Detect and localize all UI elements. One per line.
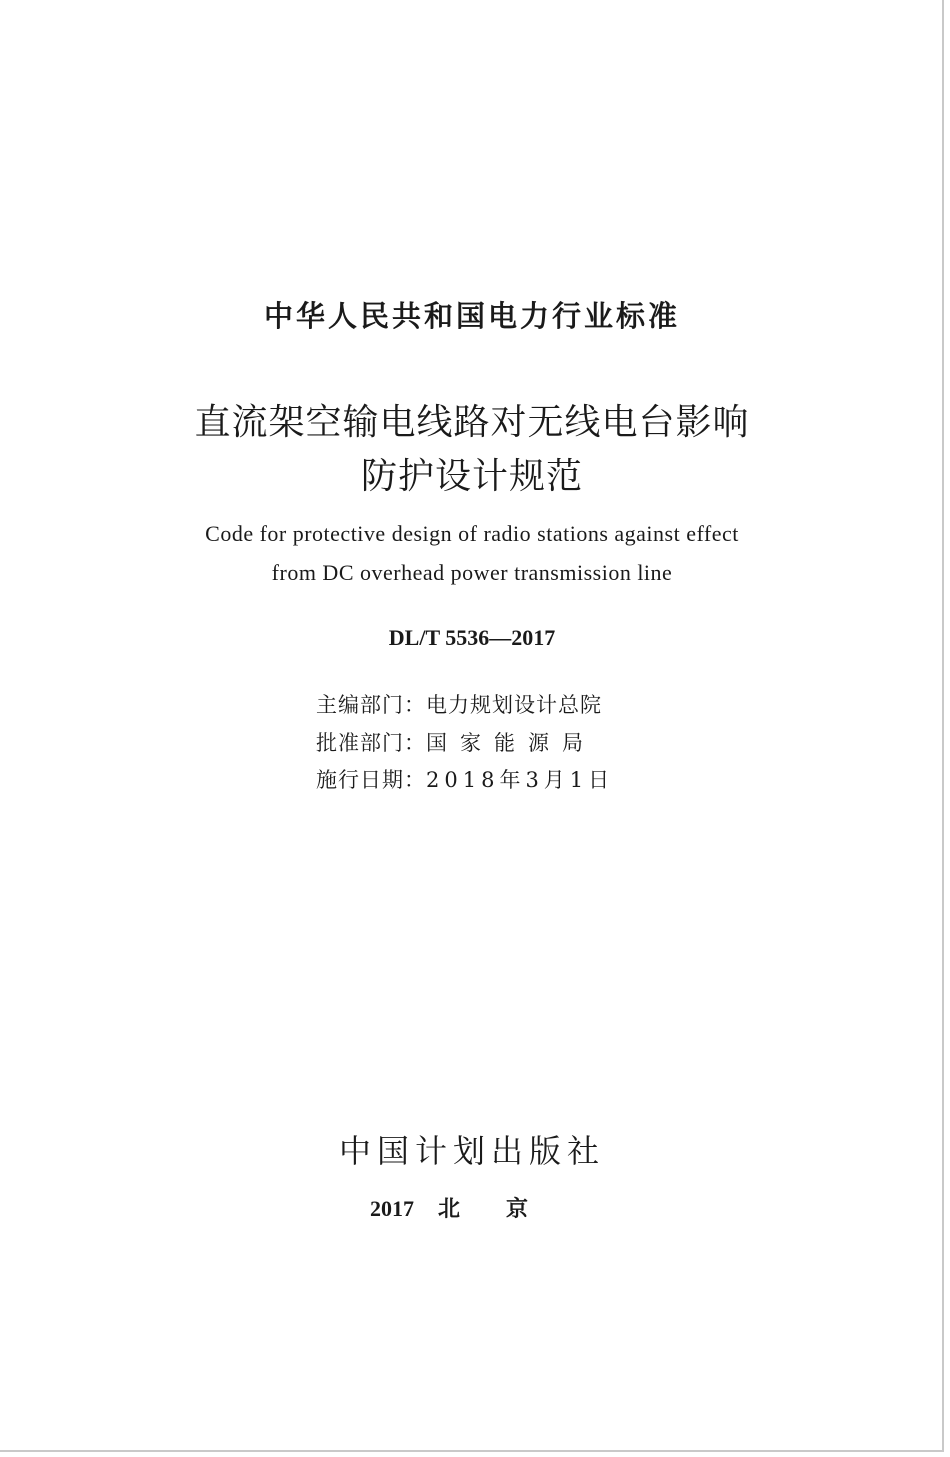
approver-department-row (316, 727, 596, 757)
editor-department-value: 电力规划设计总院 (426, 693, 602, 717)
effective-date-row (316, 764, 614, 794)
standard-code: DL/T 5536—2017 (388, 625, 556, 650)
effective-date-label: 施行日期： (316, 768, 426, 792)
publisher-name: 中国计划出版社 (338, 1132, 605, 1170)
publication-place (0, 1192, 944, 1223)
editor-department-label: 主编部门： (316, 693, 426, 717)
effective-date-value: 2018年3月1日 (426, 768, 615, 792)
title-english-line-2: from DC overhead power transmission line (271, 560, 673, 585)
title-english-line-1: Code for protective design of radio stations against effect (205, 521, 739, 546)
title-chinese-line-2: 防护设计规范 (360, 456, 583, 497)
standard-type-heading: 中华人民共和国电力行业标准 (263, 299, 680, 333)
publication-city: 北京 (437, 1196, 574, 1221)
approver-department-label: 批准部门： (316, 731, 426, 755)
title-chinese-line-1: 直流架空输电线路对无线电台影响 (194, 402, 750, 443)
editor-department-row (316, 689, 602, 719)
approver-department-value: 国家能源局 (426, 731, 596, 755)
publication-year: 2017 (369, 1196, 414, 1221)
